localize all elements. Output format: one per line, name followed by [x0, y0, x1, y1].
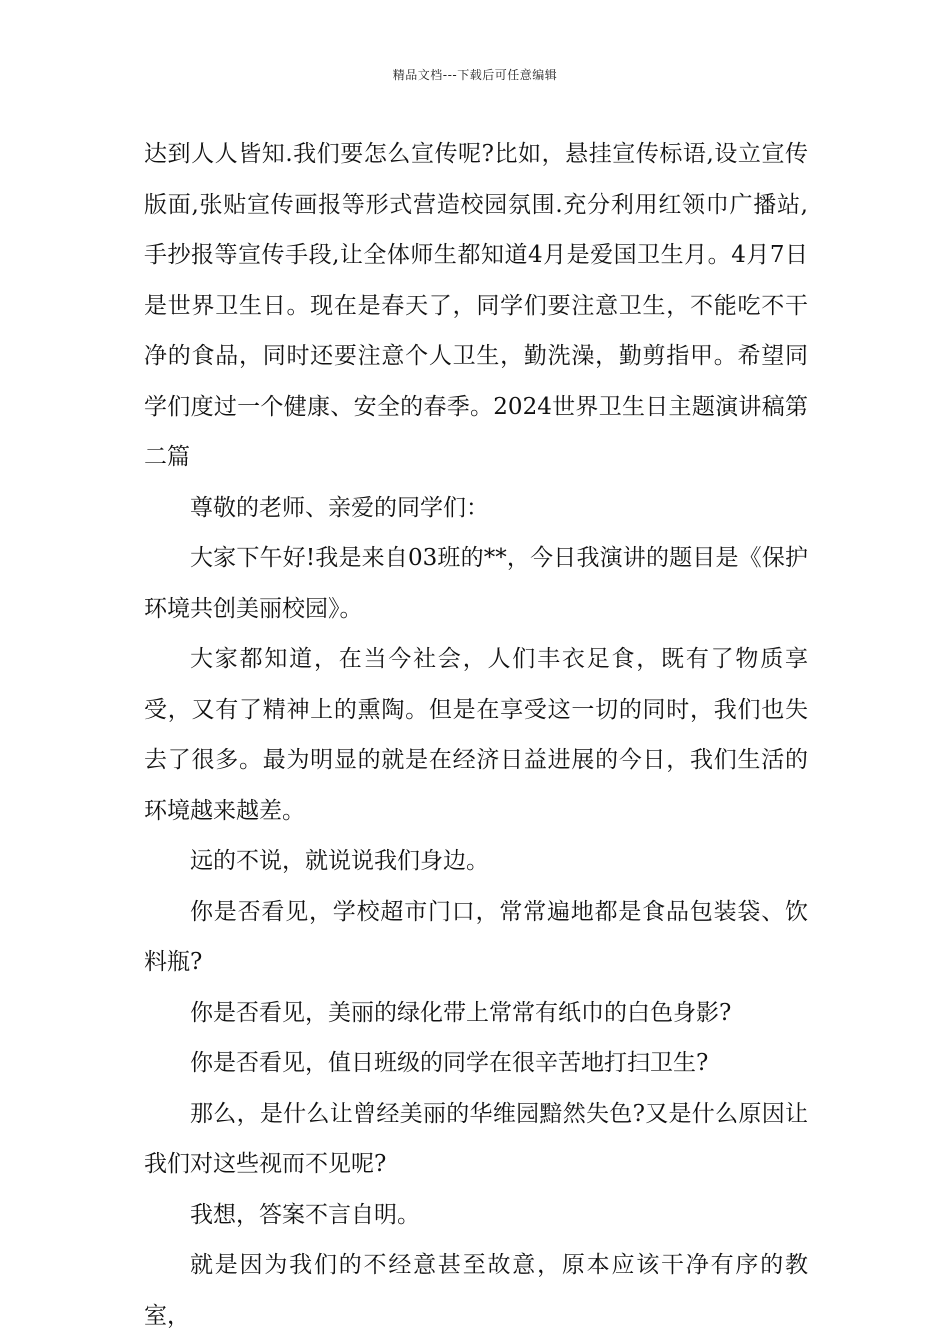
paragraph: 尊敬的老师、亲爱的同学们：	[190, 494, 489, 521]
paragraph: 你是否看见，值日班级的同学在很辛苦地打扫卫生?	[190, 1050, 709, 1076]
paragraph: 那么，是什么让曾经美丽的华维园黯然失色?又是什么原因让我们对这些视而不见呢?	[144, 1100, 808, 1177]
paragraph: 就是因为我们的不经意甚至故意，原本应该干净有序的教室，	[144, 1252, 808, 1329]
document-body	[144, 129, 808, 1341]
paragraph: 大家都知道，在当今社会，人们丰衣足食，既有了物质享受，又有了精神上的熏陶。但是在享受这一切的同时，我们也失去了很多。最为明显的就是在经济日益进展的今日，我们生活的环境越来越差。	[144, 646, 808, 824]
paragraph: 大家下午好!我是来自03班的**，今日我演讲的题目是《保护环境共创美丽校园》。	[144, 545, 808, 622]
paragraph: 达到人人皆知.我们要怎么宣传呢?比如，悬挂宣传标语,设立宣传版面,张贴宣传画报等形式营造校园氛围.充分利用红领巾广播站,手抄报等宣传手段,让全体师生都知道4月是爱国卫生月。4月7日是世界卫生日。现在是春天了，同学们要注意卫生，不能吃不干净的食品，同时还要注意个人卫生，勤洗澡，勤剪指甲。希望同学们度过一个健康、安全的春季。2024世界卫生日主题演讲稿第二篇	[144, 141, 808, 470]
paragraph: 我想，答案不言自明。	[190, 1201, 420, 1228]
paragraph: 你是否看见，美丽的绿化带上常常有纸巾的白色身影?	[190, 999, 732, 1026]
page-header: 精品文档---下载后可任意编辑	[392, 68, 558, 82]
paragraph: 远的不说，就说说我们身边。	[190, 848, 489, 874]
paragraph: 你是否看见，学校超市门口，常常遍地都是食品包装袋、饮料瓶?	[144, 898, 808, 975]
